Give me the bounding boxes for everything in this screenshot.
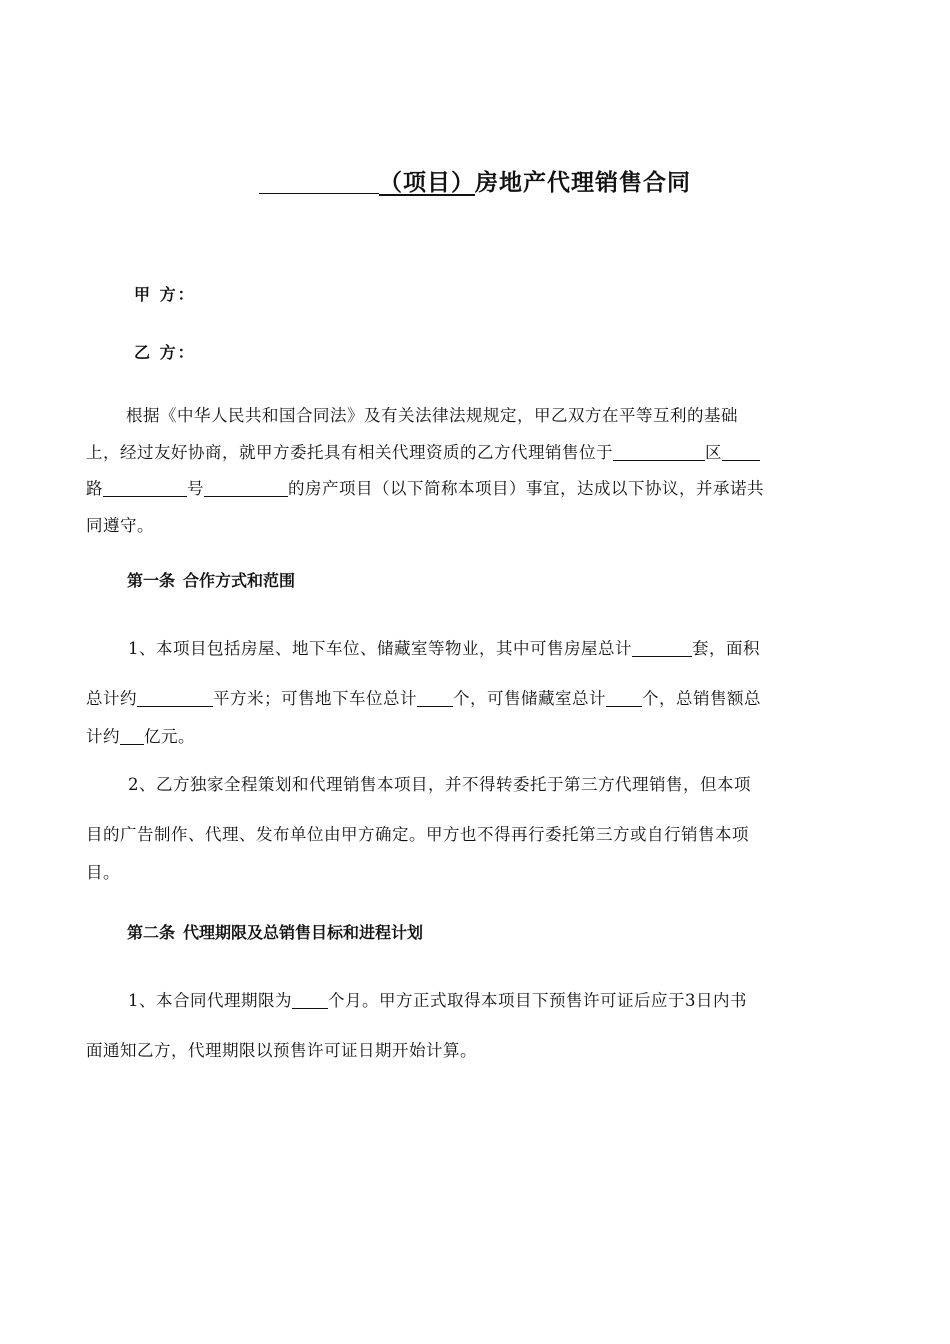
district-label: 区 (705, 442, 722, 462)
road-label: 路 (86, 479, 103, 498)
area-blank (137, 690, 213, 708)
clause-1-2-line-3: 目。 (86, 863, 120, 882)
article-2-heading (127, 920, 423, 943)
clause-1-2-line-1: 2、乙方独家全程策划和代理销售本项目，并不得转委托于第三方代理销售，但本项 (128, 775, 751, 794)
clause-2-1-line-2: 面通知乙方，代理期限以预售许可证日期开始计算。 (86, 1041, 477, 1060)
clause-1-1-line-2: 总计约 (86, 689, 137, 708)
clause-1-1-line-1: 1、本项目包括房屋、地下车位、储藏室等物业，其中可售房屋总计 (128, 639, 632, 658)
preamble-line-3: 的房产项目（以下简称本项目）事宜，达成以下协议，并承诺共 (288, 479, 764, 498)
house-count-blank (632, 640, 692, 658)
road-blank (722, 443, 760, 461)
title-project: （项目） (379, 170, 475, 196)
article-1-title: 合作方式和范围 (183, 571, 296, 590)
preamble-line-1: 根据《中华人民共和国合同法》及有关法律法规规定，甲乙双方在平等互利的基础 (126, 406, 738, 425)
page-title (0, 165, 950, 201)
clause-1-1-line-1-end: 套，面积 (692, 639, 760, 658)
clause-2-1-line-1-end: 个月。甲方正式取得本项目下预售许可证后应于3日内书 (328, 991, 747, 1010)
clause-1-1-line-3-end: 亿元。 (144, 727, 195, 746)
project-name-blank (259, 170, 379, 194)
sales-amount-blank (120, 728, 144, 746)
district-blank (613, 443, 705, 461)
article-1-clause-1 (86, 636, 836, 750)
article-2-number: 第二条 (127, 923, 176, 942)
storage-count-blank (606, 690, 642, 708)
road-number-blank (103, 480, 187, 498)
parking-count-blank (417, 690, 453, 708)
clause-1-1-parking: 平方米；可售地下车位总计 (213, 689, 417, 708)
property-name-blank (204, 480, 288, 498)
preamble-line-2: 上，经过友好协商，就甲方委托具有相关代理资质的乙方代理销售位于 (86, 442, 613, 462)
term-months-blank (292, 992, 328, 1010)
preamble-line-4: 同遵守。 (86, 515, 154, 535)
clause-1-1-line-3: 计约 (86, 727, 120, 746)
article-1-number: 第一条 (127, 571, 176, 590)
clause-1-1-total: 个，总销售额总 (642, 689, 761, 708)
article-2-clause-1 (86, 988, 836, 1064)
party-b-label: 乙 方： (134, 343, 196, 362)
article-1-clause-2 (86, 772, 836, 886)
clause-1-1-storage: 个，可售储藏室总计 (453, 689, 606, 708)
number-label: 号 (187, 479, 204, 498)
title-name: 房地产代理销售合同 (475, 170, 691, 196)
article-1-heading (127, 568, 295, 591)
preamble-paragraph (86, 398, 836, 544)
clause-1-2-line-2: 目的广告制作、代理、发布单位由甲方确定。甲方也不得再行委托第三方或自行销售本项 (86, 825, 749, 844)
clause-2-1-line-1: 1、本合同代理期限为 (128, 991, 292, 1010)
article-2-title: 代理期限及总销售目标和进程计划 (183, 923, 424, 942)
party-a-label: 甲 方： (134, 285, 196, 304)
